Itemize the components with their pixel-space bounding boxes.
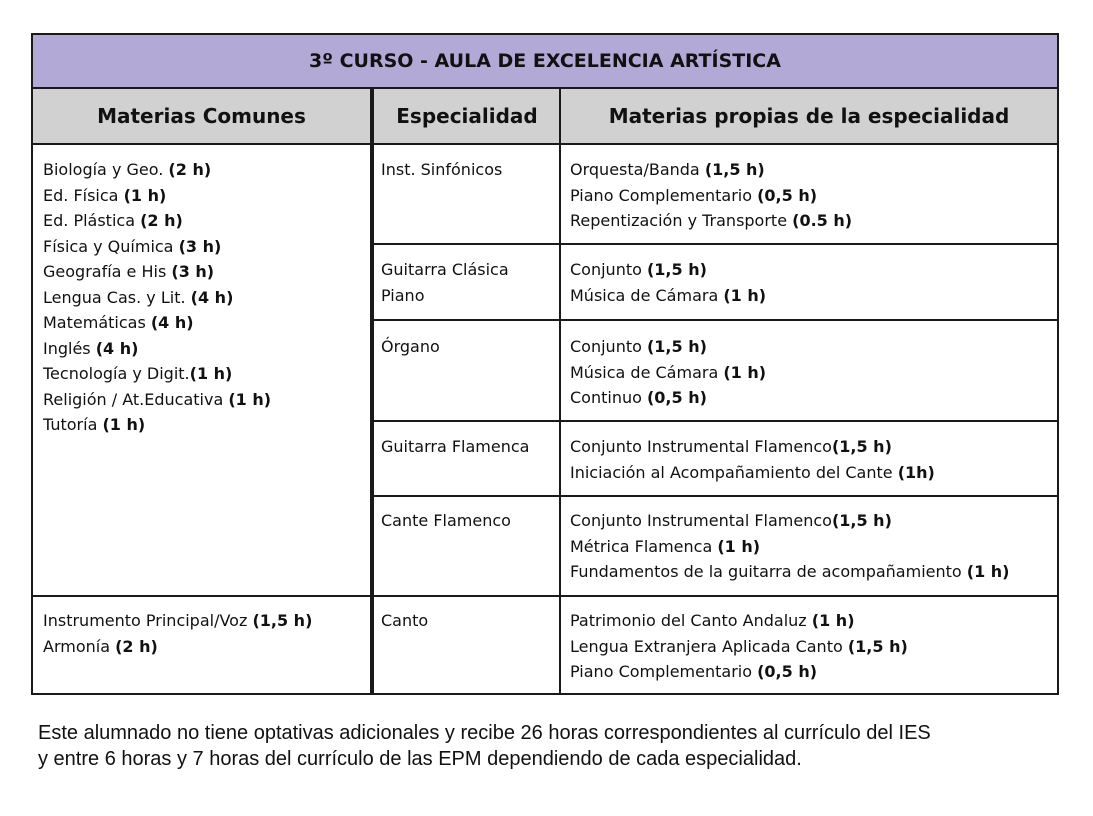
row-divider [374, 243, 1057, 245]
subject-hours: (2 h) [115, 636, 158, 656]
materias-propias-cell [570, 334, 766, 411]
subject-line [570, 283, 766, 309]
subject-hours: (1 h) [966, 562, 1010, 581]
subject-line [570, 334, 766, 360]
subject-name: Lengua Cas. y Lit. [43, 287, 191, 307]
subject-hours: (4 h) [150, 313, 194, 332]
subject-line [43, 634, 312, 660]
subject-hours: (1 h) [723, 362, 767, 382]
subject-hours: (1,5 h) [252, 611, 313, 630]
materias-propias-cell [570, 608, 908, 685]
subject-name: Patrimonio del Canto Andaluz [570, 611, 812, 630]
subject-hours: (4 h) [95, 338, 139, 358]
subject-line [43, 387, 271, 413]
subject-name: Física y Química [43, 236, 179, 256]
subject-line [570, 360, 766, 386]
subject-hours: (0.5 h) [792, 211, 853, 230]
subject-hours: (1 h) [189, 364, 233, 383]
especialidad-name: Guitarra Flamenca [381, 437, 530, 456]
column-divider-thick [370, 89, 374, 693]
subject-name: Métrica Flamenca [570, 536, 718, 556]
subject-line [43, 310, 271, 336]
especialidad-cell [381, 508, 511, 534]
subject-name: Geografía e His [43, 262, 172, 281]
subject-hours: (0,5 h) [646, 388, 707, 407]
subject-hours: (1,5 h) [646, 260, 707, 279]
subject-hours: (1 h) [228, 389, 272, 409]
row-divider [33, 595, 1057, 597]
column-divider [559, 89, 561, 693]
schedule-table [31, 33, 1059, 695]
subject-line [43, 412, 271, 438]
subject-line [570, 534, 1009, 560]
especialidad-cell [381, 608, 428, 634]
row-divider [374, 420, 1057, 422]
subject-name: Armonía [43, 636, 116, 656]
subject-name: Conjunto Instrumental Flamenco [570, 437, 832, 456]
subject-line [43, 208, 271, 234]
especialidad-name: Guitarra Clásica [381, 260, 509, 279]
especialidad-name: Inst. Sinfónicos [381, 160, 503, 179]
row-divider [374, 495, 1057, 497]
subject-hours: (3 h) [178, 236, 222, 256]
subject-hours: (1,5 h) [646, 337, 707, 356]
materias-propias-cell [570, 508, 1009, 585]
subject-name: Conjunto Instrumental Flamenco [570, 511, 832, 530]
subject-hours: (1,5 h) [847, 636, 908, 656]
subject-name: Repentización y Transporte [570, 211, 793, 230]
especialidad-cell [381, 334, 440, 360]
subject-line [570, 257, 766, 283]
subject-line [43, 608, 312, 634]
especialidad-name: Cante Flamenco [381, 511, 511, 530]
subject-name: Piano Complementario [570, 662, 758, 681]
subject-name: Tecnología y Digit. [43, 364, 190, 383]
subject-hours: (4 h) [190, 287, 234, 307]
subject-line [570, 659, 908, 685]
subject-hours: (1 h) [811, 611, 855, 630]
especialidad-name: Órgano [381, 337, 440, 356]
especialidad-cell [381, 157, 502, 183]
subject-name: Conjunto [570, 260, 647, 279]
especialidad-name: Canto [381, 611, 429, 630]
especialidad-name: Piano [381, 285, 425, 305]
subject-line [570, 608, 908, 634]
subject-hours: (1 h) [723, 285, 767, 305]
subject-hours: (0,5 h) [757, 662, 818, 681]
subject-line [570, 157, 852, 183]
subject-name: Continuo [570, 388, 647, 407]
subject-hours: (1 h) [123, 185, 167, 205]
subject-line [43, 183, 271, 209]
subject-name: Iniciación al Acompañamiento del Cante [570, 462, 898, 482]
header-materias-propias: Materias propias de la especialidad [561, 89, 1057, 145]
subject-line [43, 285, 271, 311]
subject-line [570, 634, 908, 660]
materias-comunes-list-2 [43, 608, 312, 659]
subject-line [43, 234, 271, 260]
materias-propias-cell [570, 157, 852, 234]
subject-name: Religión / At.Educativa [43, 389, 229, 409]
subject-name: Música de Cámara [570, 362, 724, 382]
subject-line [43, 361, 271, 387]
subject-hours: (1,5 h) [831, 437, 892, 456]
subject-hours: (0,5 h) [757, 185, 818, 205]
subject-hours: (1 h) [717, 536, 761, 556]
subject-name: Fundamentos de la guitarra de acompañamiento [570, 562, 967, 581]
subject-line [570, 385, 766, 411]
subject-line [570, 559, 1009, 585]
subject-line [570, 460, 935, 486]
subject-line [570, 183, 852, 209]
footnote-line: y entre 6 horas y 7 horas del currículo de las EPM dependiendo de cada especialidad. [38, 748, 802, 770]
subject-name: Piano Complementario [570, 185, 758, 205]
subject-name: Tutoría [43, 415, 103, 434]
subject-line [570, 434, 935, 460]
table-title: 3º CURSO - AULA DE EXCELENCIA ARTÍSTICA [33, 35, 1057, 89]
subject-hours: (1 h) [102, 415, 146, 434]
subject-line [43, 259, 271, 285]
footnote-paragraph [38, 720, 1078, 772]
subject-line [43, 336, 271, 362]
subject-hours: (3 h) [171, 262, 215, 281]
header-materias-comunes: Materias Comunes [33, 89, 370, 145]
especialidad-cell [381, 257, 509, 308]
subject-hours: (1,5 h) [704, 160, 765, 179]
header-especialidad: Especialidad [374, 89, 560, 145]
subject-hours: (2 h) [140, 211, 183, 230]
subject-name: Ed. Plástica [43, 211, 141, 230]
subject-name: Orquesta/Banda [570, 160, 705, 179]
subject-name: Instrumento Principal/Voz [43, 611, 253, 630]
subject-name: Biología y Geo. [43, 160, 169, 179]
especialidad-cell [381, 434, 529, 460]
materias-propias-cell [570, 257, 766, 308]
subject-hours: (1,5 h) [831, 511, 892, 530]
materias-propias-cell [570, 434, 935, 485]
subject-line [570, 508, 1009, 534]
subject-hours: (2 h) [168, 160, 212, 179]
subject-name: Inglés [43, 338, 96, 358]
subject-name: Conjunto [570, 337, 647, 356]
materias-comunes-list [43, 157, 271, 438]
subject-hours: (1h) [897, 462, 935, 482]
subject-name: Ed. Física [43, 185, 124, 205]
subject-name: Lengua Extranjera Aplicada Canto [570, 636, 848, 656]
subject-name: Música de Cámara [570, 285, 724, 305]
subject-line [570, 208, 852, 234]
subject-name: Matemáticas [43, 313, 151, 332]
footnote-line: Este alumnado no tiene optativas adicionales y recibe 26 horas correspondientes al currículo del IES [38, 722, 931, 744]
subject-line [43, 157, 271, 183]
row-divider [374, 319, 1057, 321]
